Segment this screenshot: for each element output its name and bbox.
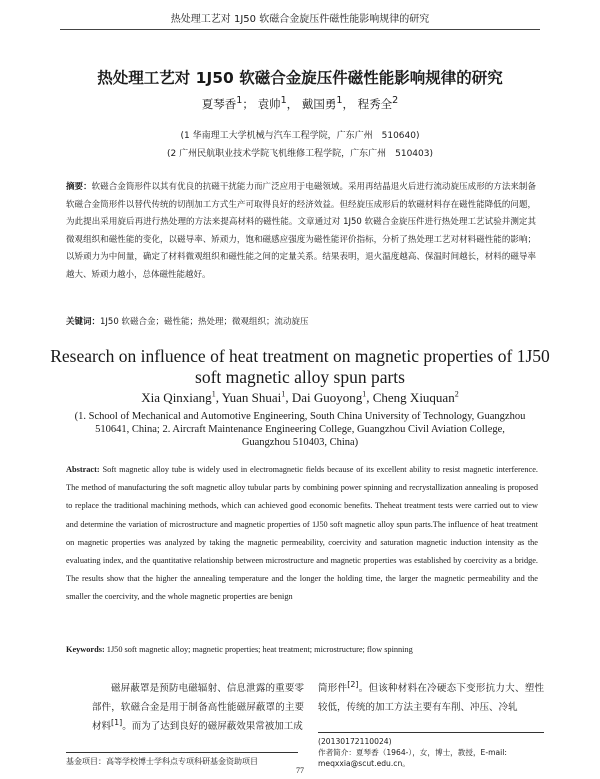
article-id: (20130172110024) [318,737,392,746]
english-author: Dai Guoyong [291,390,363,405]
english-abstract-text: Soft magnetic alloy tube is widely used in electromagnetic fields because of its excellent ability to resist magnetic interference. The method of manufacturing the soft magnetic alloy tubular parts by combining power spinning and recrystallization annealing is proposed to replace the traditional machining methods, which can achieved good economic benefits. Theheat treatment tests were carried out to view and determine the variation of microstructure and magnetic properties of 1J50 soft magnetic alloy spun parts.The influence of heat treatment on magnetic properties was analyzed by taking the magnetic permeability, coercivity and saturation magnetic induction intensity as the evaluating index, and the quantitative relationship between microstructure and magnetic properties was established by coercivity as a bridge. The results show that the higher the annealing temperature and the longer the holding time, the larger the magnetic permeability and the smaller the coercivity, and the whole magnetic properties are benign [66,465,538,602]
english-title: Research on influence of heat treatment on magnetic properties of 1J50 soft magnetic alloy spun parts [50,346,550,387]
author-superscript: 1 [236,95,243,107]
chinese-title: 热处理工艺对 1J50 软磁合金旋压件磁性能影响规律的研究 [97,69,503,87]
chinese-authors: 夏琴香$^1$； 袁帅$^1$， 戴国勇$^1$， 程秀全$^2$ [201,95,399,111]
english-author: Yuan Shuai [221,390,282,405]
english-abstract [66,461,538,607]
running-header: 热处理工艺对 1J50 软磁合金旋压件磁性能影响规律的研究 [60,12,540,30]
english-authors: Xia Qinxiang$^1$, Yuan Shuai$^1$, Dai Guoyong$^1$, Cheng Xiuquan$^2$ [141,389,459,405]
english-keywords-text: 1J50 soft magnetic alloy; magnetic properties; heat treatment; microstructure; flow spinning [106,645,413,654]
footnote-divider [66,752,298,753]
body-text: 。但该种材料在冷硬态下变形抗力大、塑性较低，传统的加工方法主要有车削、冲压、冷轧 [318,683,544,713]
chinese-author: 程秀全 [357,97,393,111]
keywords-label: 关键词： [66,317,101,327]
author-superscript: 1 [362,389,367,399]
chinese-keywords-text: 1J50 软磁合金；磁性能；热处理；微观组织；流动旋压 [100,317,309,327]
abstract-label: 摘要： [66,182,92,192]
english-keywords [66,645,538,654]
english-affiliation: (1. School of Mechanical and Automotive Engineering, South China University of Technology, Guangzhou 510641, China; 2. Aircraft Maintenance Engineering College, Guangzhou Civil Aviation College, Guangzhou 510403, China) [74,411,526,448]
chinese-keywords [66,315,536,327]
citation: [1] [111,717,123,727]
author-superscript: 1 [336,95,343,107]
chinese-affiliation-1: (1 华南理工大学机械与汽车工程学院，广东广州 510640) [180,131,420,141]
english-author: Cheng Xiuquan [372,390,455,405]
chinese-author: 戴国勇 [301,97,337,111]
body-text: 磁屏蔽罩是预防电磁辐射、信息泄露的重要零部件，软磁合金是用于制备高性能磁屏蔽罩的主要材料 [92,683,304,732]
body-text: 筒形件 [318,683,348,694]
citation: [2] [347,679,359,689]
chinese-author: 夏琴香 [201,97,237,111]
author-superscript: 1 [281,389,286,399]
chinese-abstract-text: 软磁合金筒形件以其有优良的抗磁干扰能力而广泛应用于电磁领域。采用再结晶退火后进行流动旋压成形的方法来制备软磁合金筒形件以替代传统的切削加工方式生产可取得良好的经济效益。但经旋压成形后的软磁材料存在磁性能降低的问题，为此提出采用旋后再进行热处理的方法来提高材料的磁性能。文章通过对 1J50 软磁合金旋压件进行热处理工艺试验并测定其微观组织和磁性能的变化，以磁导率、矫顽力，饱和磁感应强度为磁性能评价指标，分析了热处理工艺对材料磁性能的影响；以矫顽力为中间量，确定了材料微观组织和磁性能之间的定量关系。结果表明，退火温度越高、保温时间越长，材料的磁导率越大、矫顽力越小，总体磁性能越好。 [66,182,536,280]
chinese-affiliation-2: (2 广州民航职业技术学院飞机维修工程学院，广东广州 510403) [167,149,433,159]
abstract-label: Abstract: [66,465,100,474]
body-column-right [318,679,544,717]
author-superscript: 2 [392,95,399,107]
author-superscript: 1 [280,95,287,107]
page-number: 77 [296,766,304,775]
fund-note: 基金项目：高等学校博士学科点专项科研基金资助项目 [66,757,258,766]
author-intro: 作者简介：夏琴香（1964-），女，博士，教授，E-mail: meqxxia@scut.edu.cn。 [318,748,507,768]
author-notes [318,732,544,769]
author-superscript: 2 [454,389,459,399]
english-author: Xia Qinxiang [141,390,212,405]
body-text: 。而为了达到良好的磁屏蔽效果常被加工成 [122,721,303,732]
keywords-label: Keywords: [66,645,105,654]
chinese-author: 袁帅 [257,97,281,111]
author-superscript: 1 [211,389,216,399]
chinese-abstract [66,179,536,284]
body-column-left [92,679,304,736]
